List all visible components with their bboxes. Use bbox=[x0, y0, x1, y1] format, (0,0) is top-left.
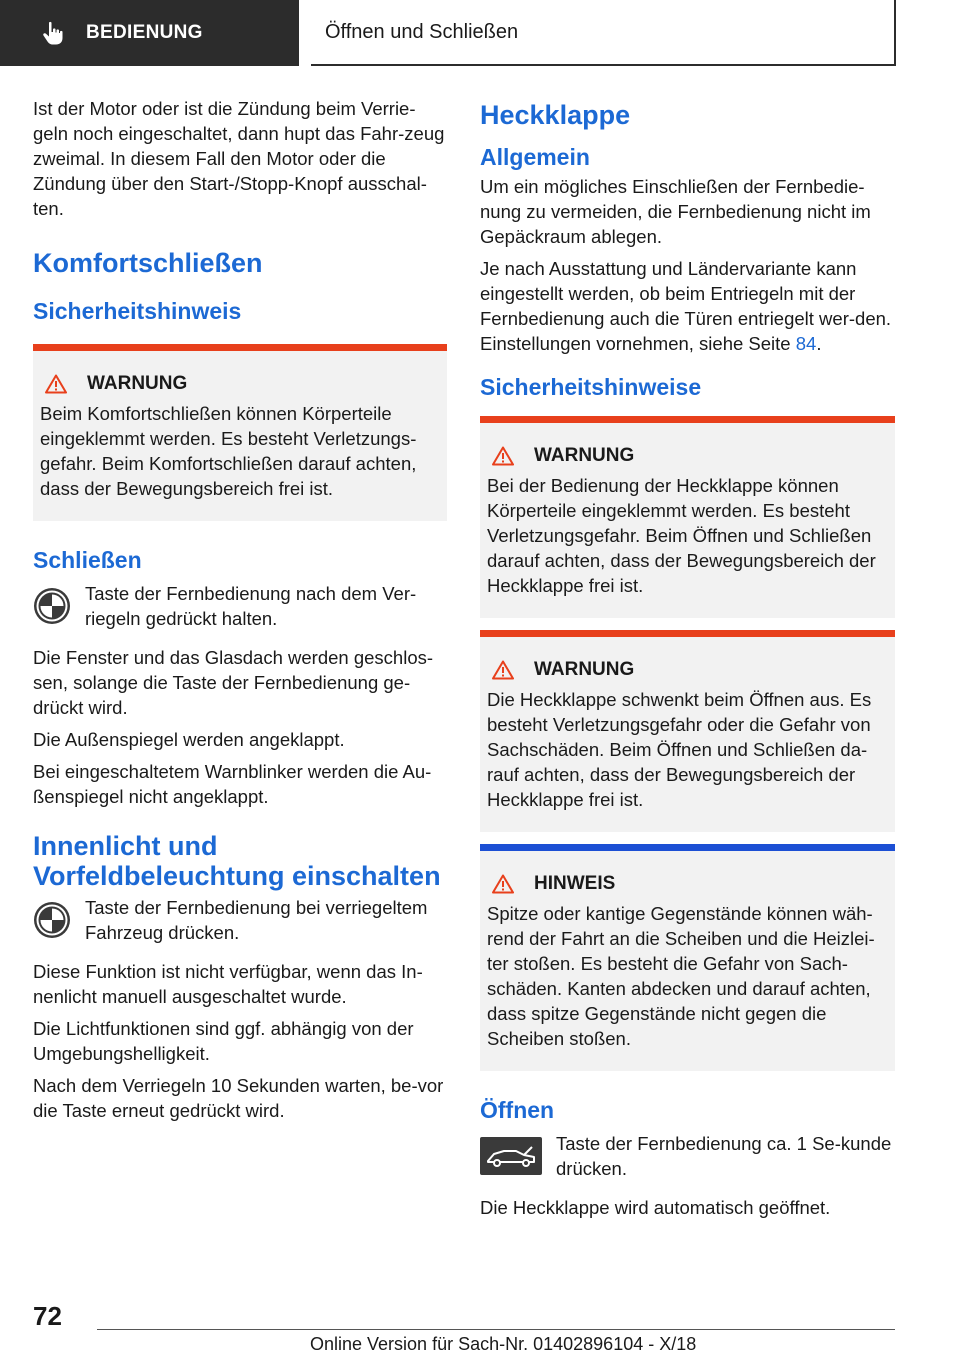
section-tab bbox=[0, 0, 299, 66]
warning-text: Bei der Bedienung der Heckklappe können Körperteile eingeklemmt werden. Es besteht Verletzungsgefahr. Beim Öffnen und Schließen darauf achten, dass der Bewegungsbereich der Heckklappe frei ist. bbox=[487, 475, 876, 596]
warning-title: WARNUNG bbox=[534, 659, 635, 680]
heading-sicherheitshinweis: Sicherheitshinweis bbox=[33, 298, 242, 324]
oeffnen-paragraph-1: Die Heckklappe wird automatisch geöffnet. bbox=[480, 1197, 831, 1218]
online-version-text: Online Version für Sach-Nr. 01402896104 - X/18 bbox=[310, 1334, 697, 1354]
lock-button-bmw-icon bbox=[33, 587, 71, 625]
innenlicht-icon-row bbox=[33, 895, 447, 945]
heading-heckklappe: Heckklappe bbox=[480, 100, 631, 130]
warning-triangle-icon bbox=[492, 446, 514, 466]
tailgate-button-icon bbox=[480, 1137, 542, 1175]
note-text: Spitze oder kantige Gegenstände können wäh-rend der Fahrt an die Scheiben und die Heizlei-ter stoßen. Es besteht die Gefahr von Sach-schäden. Kanten abdecken und darauf achten, dass spitze Gegenstände nicht gegen die Scheiben stoßen. bbox=[487, 903, 875, 1049]
right-column bbox=[480, 100, 895, 1227]
chapter-tab bbox=[311, 0, 896, 66]
allgemein-paragraph-1: Um ein mögliches Einschließen der Fernbedie-nung zu vermeiden, die Fernbedienung nicht im Gepäckraum ablegen. bbox=[480, 176, 871, 247]
warning-title: WARNUNG bbox=[87, 373, 188, 394]
warning-title-row bbox=[492, 659, 887, 681]
innenlicht-paragraph-2: Die Lichtfunktionen sind ggf. abhängig von der Umgebungshelligkeit. bbox=[33, 1018, 414, 1064]
heading-schliessen: Schließen bbox=[33, 547, 142, 573]
lock-button-bmw-icon bbox=[33, 901, 71, 939]
warning-title-row bbox=[45, 373, 439, 395]
page-number: 72 bbox=[33, 1301, 62, 1331]
allgemein-text: Je nach Ausstattung und Ländervariante kann eingestellt werden, ob beim Entriegeln mit der Fernbedienung auch die Türen entriegelt wer-den. Einstellungen vornehmen, siehe Seite bbox=[480, 258, 892, 354]
heading-komfortschliessen: Komfortschließen bbox=[33, 248, 263, 278]
intro-paragraph: Ist der Motor oder ist die Zündung beim Verrie-geln noch eingeschaltet, dann hupt das Fahr-zeug zweimal. In diesem Fall den Motor oder die Zündung über den Start-/Stopp-Knopf ausschal-ten. bbox=[33, 98, 445, 219]
warning-box-bedienung bbox=[480, 416, 895, 618]
heading-oeffnen: Öffnen bbox=[480, 1097, 555, 1123]
note-title-row bbox=[492, 873, 887, 895]
hand-pointer-icon bbox=[40, 20, 66, 46]
footer-divider bbox=[97, 1329, 895, 1330]
allgemein-text-end: . bbox=[816, 333, 822, 354]
left-column bbox=[33, 96, 447, 1130]
heading-innenlicht: Innenlicht und Vorfeldbeleuchtung einschalten bbox=[33, 831, 441, 891]
schliessen-paragraph-1: Die Fenster und das Glasdach werden geschlos-sen, solange die Taste der Fernbedienung ge-drückt wird. bbox=[33, 647, 434, 718]
note-box-hinweis bbox=[480, 844, 895, 1071]
allgemein-paragraph-2 bbox=[480, 256, 895, 356]
innenlicht-paragraph-3: Nach dem Verriegeln 10 Sekunden warten, be-vor die Taste erneut gedrückt wird. bbox=[33, 1075, 444, 1121]
heading-allgemein: Allgemein bbox=[480, 144, 590, 170]
note-title: HINWEIS bbox=[534, 873, 616, 894]
warning-title-row bbox=[492, 445, 887, 467]
warning-title: WARNUNG bbox=[534, 445, 635, 466]
page-link[interactable]: 84 bbox=[795, 333, 817, 354]
warning-triangle-icon bbox=[492, 660, 514, 680]
page-header bbox=[0, 0, 960, 66]
schliessen-icon-row bbox=[33, 581, 447, 631]
warning-box-komfort bbox=[33, 344, 447, 521]
oeffnen-icon-row bbox=[480, 1131, 895, 1181]
warning-box-schwenkt bbox=[480, 630, 895, 832]
warning-triangle-icon bbox=[492, 874, 514, 894]
warning-triangle-icon bbox=[45, 374, 67, 394]
innenlicht-paragraph-1: Diese Funktion ist nicht verfügbar, wenn das In-nenlicht manuell ausgeschaltet wurde. bbox=[33, 961, 423, 1007]
schliessen-paragraph-2: Die Außenspiegel werden angeklappt. bbox=[33, 729, 345, 750]
schliessen-paragraph-3: Bei eingeschaltetem Warnblinker werden die Au-ßenspiegel nicht angeklappt. bbox=[33, 761, 432, 807]
innenlicht-icon-text: Taste der Fernbedienung bei verriegeltem Fahrzeug drücken. bbox=[85, 897, 428, 943]
schliessen-icon-text: Taste der Fernbedienung nach dem Ver-riegeln gedrückt halten. bbox=[85, 583, 417, 629]
chapter-label: Öffnen und Schließen bbox=[325, 20, 519, 43]
oeffnen-icon-text: Taste der Fernbedienung ca. 1 Se-kunde drücken. bbox=[556, 1133, 892, 1179]
warning-text: Die Heckklappe schwenkt beim Öffnen aus. Es besteht Verletzungsgefahr oder die Gefahr von Sachschäden. Beim Öffnen und Schließen da-rauf achten, dass der Bewegungsbereich der Heckklappe frei ist. bbox=[487, 689, 872, 810]
heading-sicherheitshinweise: Sicherheitshinweise bbox=[480, 374, 702, 400]
warning-text: Beim Komfortschließen können Körperteile eingeklemmt werden. Es besteht Verletzungs-gefahr. Beim Komfortschließen darauf achten, dass der Bewegungsbereich frei ist. bbox=[40, 403, 417, 499]
section-label: BEDIENUNG bbox=[86, 22, 203, 43]
